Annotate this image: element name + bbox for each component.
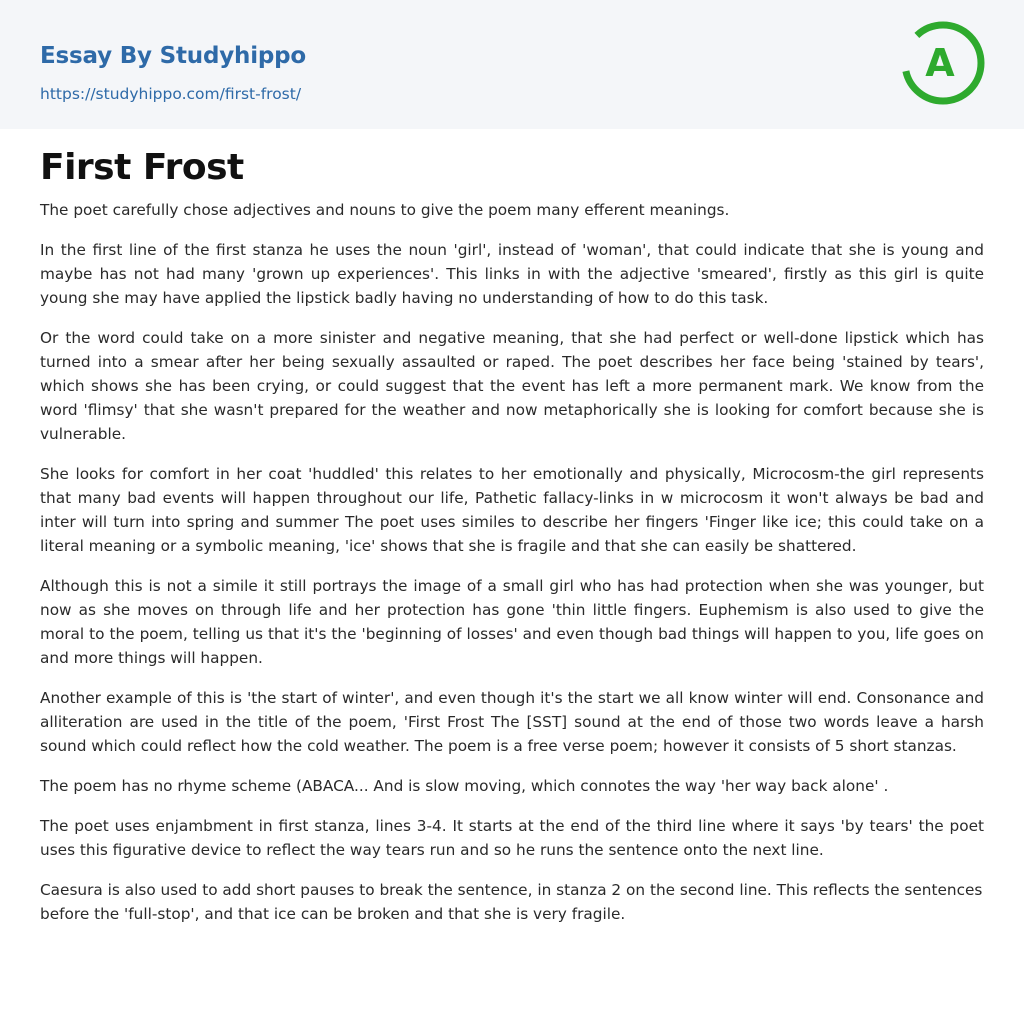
paragraph: The poet carefully chose adjectives and nouns to give the poem many efferent meanings. bbox=[40, 201, 730, 219]
paragraph: Or the word could take on a more sinister and negative meaning, that she had perfect or well-done lipstick which has turned into a smear after her being sexually assaulted or raped. The poet describes her face being 'stained by tears', which shows she has been crying, or could suggest that the event has left a more permanent mark. We know from the word 'flimsy' that she wasn't prepared for the weather and now metaphorically she is looking for comfort because she is vulnerable. bbox=[40, 329, 984, 443]
studyhippo-logo-icon[interactable] bbox=[898, 18, 988, 108]
paragraph: The poem has no rhyme scheme (ABACA... And is slow moving, which connotes the way 'her way back alone' . bbox=[40, 777, 889, 795]
paragraph: Although this is not a simile it still portrays the image of a small girl who has had protection when she was younger, but now as she moves on through life and her protection has gone 'thin little fingers. Euphemism is also used to give the moral to the poem, telling us that it's the 'beginning of losses' and even though bad things will happen to you, life goes on and more things will happen. bbox=[40, 577, 984, 667]
paragraph: Another example of this is 'the start of winter', and even though it's the start we all know winter will end. Consonance and alliteration are used in the title of the poem, 'First Frost The [SST] sound at the end of those two words leave a harsh sound which could reflect how the cold weather. The poem is a free verse poem; however it consists of 5 short stanzas. bbox=[40, 689, 984, 755]
page-title: First Frost bbox=[40, 147, 244, 188]
article-body bbox=[40, 146, 984, 942]
paragraph: She looks for comfort in her coat 'huddled' this relates to her emotionally and physically, Microcosm-the girl represents that many bad events will happen throughout our life, Pathetic fallacy-links in w microcosm it won't always be bad and inter will turn into spring and summer The poet uses similes to describe her fingers 'Finger like ice; this could take on a literal meaning or a symbolic meaning, 'ice' shows that she is fragile and that she can easily be shattered. bbox=[40, 465, 984, 555]
paragraph: In the first line of the first stanza he uses the noun 'girl', instead of 'woman', that could indicate that she is young and maybe has not had many 'grown up experiences'. This links in with the adjective 'smeared', firstly as this girl is quite young she may have applied the lipstick badly having no understanding of how to do this task. bbox=[40, 241, 984, 307]
paragraph: The poet uses enjambment in first stanza, lines 3-4. It starts at the end of the third line where it says 'by tears' the poet uses this figurative device to reflect the way tears run and so he runs the sentence onto the next line. bbox=[40, 817, 984, 859]
paragraph: Caesura is also used to add short pauses to break the sentence, in stanza 2 on the second line. This reflects the sentences before the 'full-stop', and that ice can be broken and that she is very fragile. bbox=[40, 881, 983, 923]
site-brand: Essay By Studyhippo bbox=[40, 43, 307, 69]
site-header bbox=[0, 0, 1024, 129]
source-url-link[interactable]: https://studyhippo.com/first-frost/ bbox=[40, 85, 302, 103]
logo-letter: A bbox=[925, 41, 955, 85]
